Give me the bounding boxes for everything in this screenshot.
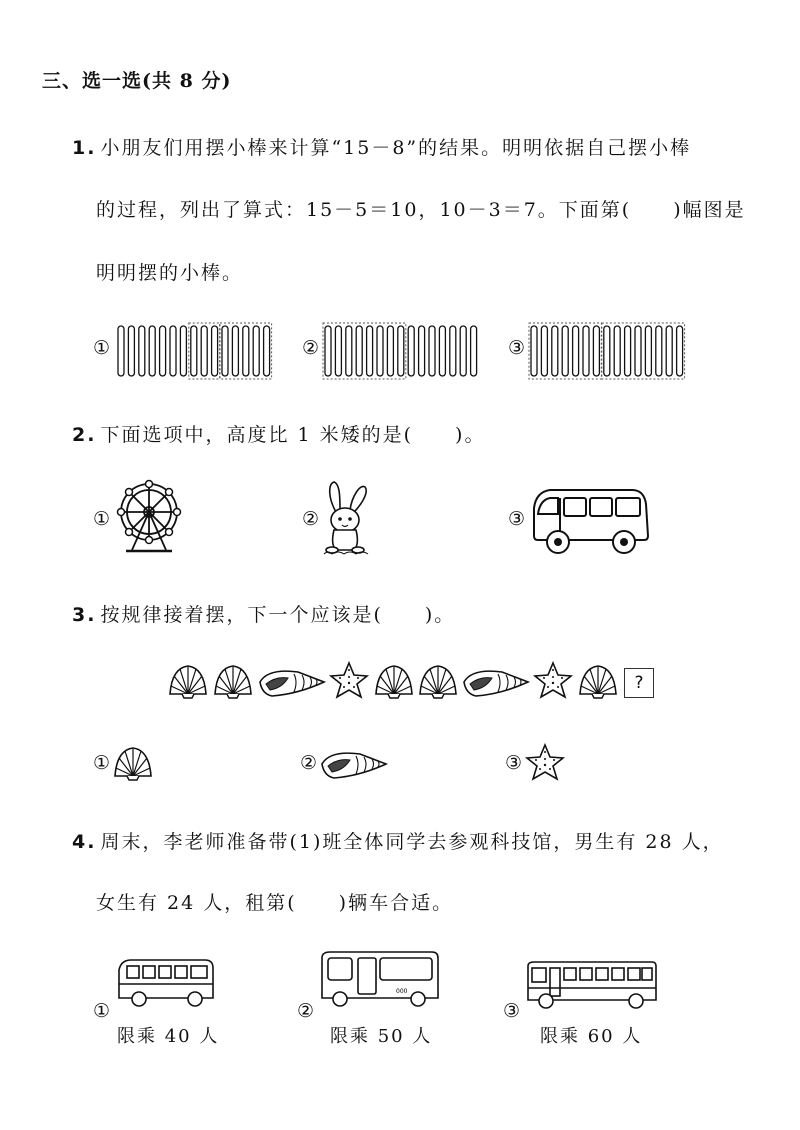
conch-shell-icon [258, 664, 328, 700]
stick [212, 326, 218, 376]
conch-shell-icon [462, 664, 532, 700]
stick [552, 326, 558, 376]
minibus-icon [115, 956, 215, 1008]
stick [243, 326, 249, 376]
long-bus-icon [524, 958, 660, 1008]
scallop-shell-icon [213, 662, 258, 702]
stick [573, 326, 579, 376]
question-4-option-2-label[interactable]: ② [297, 1000, 315, 1022]
conch-shell-icon [320, 746, 390, 782]
stick [429, 326, 435, 376]
question-1-line-1: 1. 小朋友们用摆小棒来计算“15－8”的结果。明明依据自己摆小棒 [72, 137, 692, 159]
stick [222, 326, 228, 376]
question-2-option-1-label[interactable]: ① [93, 508, 111, 530]
question-1-sticks-3 [529, 322, 689, 380]
question-4-option-1-label[interactable]: ① [93, 1000, 111, 1022]
stick [139, 326, 145, 376]
stick [583, 326, 589, 376]
stick [335, 326, 341, 376]
stick [666, 326, 672, 376]
scallop-shell-icon [113, 744, 158, 784]
stick [625, 326, 631, 376]
stick [201, 326, 207, 376]
stick [656, 326, 662, 376]
stick [264, 326, 270, 376]
stick [377, 326, 383, 376]
question-4-option-3-caption: 限乘 60 人 [540, 1026, 643, 1047]
bus-icon [318, 948, 442, 1008]
stick [149, 326, 155, 376]
question-4-line-1: 4. 周末，李老师准备带(1)班全体同学去参观科技馆，男生有 28 人， [72, 831, 724, 853]
question-1-line-3: 明明摆的小棒。 [96, 262, 244, 284]
stick [253, 326, 259, 376]
question-3-option-1-label[interactable]: ① [93, 752, 111, 774]
stick [408, 326, 414, 376]
stick [387, 326, 393, 376]
question-2-number: 2. [72, 424, 97, 446]
stick [562, 326, 568, 376]
pattern-unknown-box: ? [624, 668, 654, 698]
scallop-shell-icon [168, 662, 213, 702]
question-2-option-3-label[interactable]: ③ [508, 508, 526, 530]
question-1-option-2-label[interactable]: ② [302, 337, 320, 359]
question-4-option-3-label[interactable]: ③ [503, 1000, 521, 1022]
stick [645, 326, 651, 376]
stick [531, 326, 537, 376]
stick [398, 326, 404, 376]
stick [677, 326, 683, 376]
question-1-number: 1. [72, 137, 97, 159]
question-3-option-2-label[interactable]: ② [300, 752, 318, 774]
question-1-option-3-label[interactable]: ③ [508, 337, 526, 359]
question-3-option-3-label[interactable]: ③ [505, 752, 523, 774]
stick [232, 326, 238, 376]
stick [191, 326, 197, 376]
stick [325, 326, 331, 376]
question-1-line-2: 的过程，列出了算式：15－5＝10，10－3＝7。下面第( )幅图是 [96, 199, 746, 221]
stick [419, 326, 425, 376]
stick [541, 326, 547, 376]
van-icon [528, 484, 652, 556]
stick [635, 326, 641, 376]
question-1-option-1-label[interactable]: ① [93, 337, 111, 359]
stick [460, 326, 466, 376]
scallop-shell-icon [578, 662, 623, 702]
question-2-line-1: 2. 下面选项中，高度比 1 米矮的是( )。 [72, 424, 486, 446]
ferris-wheel-icon [114, 478, 184, 556]
question-4-number: 4. [72, 831, 97, 853]
stick [367, 326, 373, 376]
question-1-sticks-2 [323, 322, 483, 380]
stick [160, 326, 166, 376]
stick [593, 326, 599, 376]
starfish-icon [526, 744, 566, 782]
question-3-line-1: 3. 按规律接着摆，下一个应该是( )。 [72, 604, 456, 626]
stick [614, 326, 620, 376]
stick [439, 326, 445, 376]
stick [128, 326, 134, 376]
stick [170, 326, 176, 376]
rabbit-icon [318, 480, 374, 556]
stick [450, 326, 456, 376]
stick [471, 326, 477, 376]
section-title: 三、选一选(共 8 分) [42, 70, 232, 92]
question-4-line-2: 女生有 24 人，租第( )辆车合适。 [96, 892, 454, 914]
stick [118, 326, 124, 376]
question-2-option-2-label[interactable]: ② [302, 508, 320, 530]
stick [356, 326, 362, 376]
question-4-option-1-caption: 限乘 40 人 [117, 1026, 220, 1047]
scallop-shell-icon [374, 662, 419, 702]
stick [180, 326, 186, 376]
svg-text:000: 000 [396, 988, 408, 995]
stick [604, 326, 610, 376]
question-1-sticks-1 [116, 322, 276, 380]
starfish-icon [330, 662, 370, 700]
question-4-option-2-caption: 限乘 50 人 [330, 1026, 433, 1047]
stick [346, 326, 352, 376]
question-3-number: 3. [72, 604, 97, 626]
scallop-shell-icon [418, 662, 463, 702]
starfish-icon [534, 662, 574, 700]
